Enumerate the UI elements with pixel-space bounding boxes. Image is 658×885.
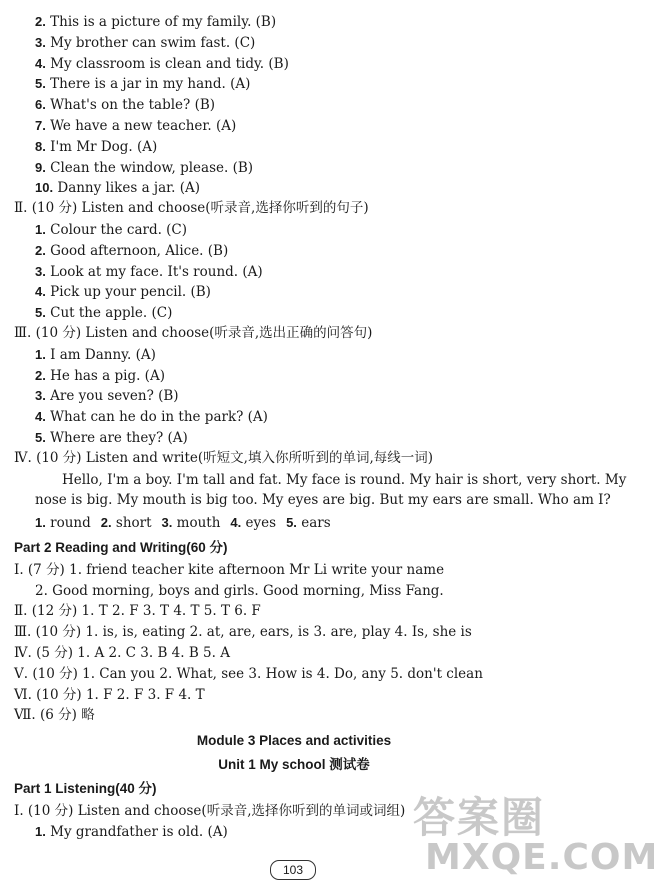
item-number: 2. <box>35 14 46 29</box>
item-text: ears <box>296 515 331 532</box>
item-text: What can he do in the park? (A) <box>45 409 268 426</box>
item-number: 1. <box>35 346 46 362</box>
page-number: 103 <box>270 860 316 880</box>
answer-item <box>35 242 228 260</box>
item-number: 1. <box>35 824 46 840</box>
item-text: round <box>45 515 91 532</box>
item-number: 10. <box>35 180 54 196</box>
item-text: Where are they? (A) <box>45 430 188 446</box>
answer-item <box>35 283 211 301</box>
item-number: 4. <box>230 515 242 531</box>
answer-item <box>35 34 255 52</box>
answer-row: Ⅳ. (5 分) 1. A 2. C 3. B 4. B 5. A <box>14 645 230 661</box>
item-text: What's on the table? (B) <box>45 97 216 114</box>
item-text: Danny likes a jar. (A) <box>53 180 200 197</box>
item-number: 5. <box>35 430 46 445</box>
item-text: Colour the card. (C) <box>45 222 188 238</box>
item-text: Good afternoon, Alice. (B) <box>45 242 229 259</box>
item-text: Pick up your pencil. (B) <box>45 284 211 301</box>
answer-row: Ⅰ. (7 分) 1. friend teacher kite afternoon Mr Li write your name <box>14 561 445 578</box>
item-text: My classroom is clean and tidy. (B) <box>45 55 289 72</box>
item-number: 7. <box>35 118 46 133</box>
answer-row: Ⅴ. (10 分) 1. Can you 2. What, see 3. How is 4. Do, any 5. don't clean <box>14 665 483 682</box>
watermark-chinese: 答案圈 <box>413 793 546 842</box>
item-text: He has a pig. (A) <box>45 367 165 384</box>
item-text: eyes <box>241 515 277 532</box>
item-number: 8. <box>35 138 46 154</box>
answer-item <box>35 408 268 426</box>
section-header: Ⅳ. (10 分) Listen and write(听短文,填入你所听到的单词,每线一词) <box>14 449 434 466</box>
item-text: short <box>111 515 152 532</box>
answer-row: Ⅱ. (12 分) 1. T 2. F 3. T 4. T 5. T 6. F <box>14 603 261 620</box>
item-number: 1. <box>35 515 46 531</box>
item-text: I am Danny. (A) <box>45 346 156 363</box>
item-number: 3. <box>35 388 46 404</box>
section-header: Ⅲ. (10 分) Listen and choose(听录音,选出正确的问答句) <box>14 325 373 341</box>
answer-item <box>35 138 157 156</box>
item-number: 4. <box>35 55 46 71</box>
item-number: 6. <box>35 97 46 113</box>
answer-item <box>35 221 187 239</box>
item-number: 5. <box>35 76 46 92</box>
item-text: My brother can swim fast. (C) <box>45 34 256 51</box>
item-text: Cut the apple. (C) <box>45 305 173 322</box>
answer-row <box>35 514 331 532</box>
unit-title: Unit 1 My school 测试卷 <box>218 757 370 772</box>
section-header: Ⅰ. (10 分) Listen and choose(听录音,选择你听到的单词或词组) <box>14 802 406 819</box>
item-number: 3. <box>35 34 46 50</box>
item-number: 3. <box>35 263 46 279</box>
answer-item <box>35 367 165 385</box>
item-text: This is a picture of my family. (B) <box>45 14 277 30</box>
answer-item <box>35 13 276 31</box>
answer-row: Ⅵ. (10 分) 1. F 2. F 3. F 4. T <box>14 686 205 703</box>
item-number: 3. <box>161 515 173 531</box>
answer-row: Ⅲ. (10 分) 1. is, is, eating 2. at, are, ears, is 3. are, play 4. Is, she is <box>14 624 472 641</box>
item-text: mouth <box>172 515 221 532</box>
item-number: 5. <box>35 305 46 321</box>
module-title: Module 3 Places and activities <box>196 733 392 749</box>
answer-item <box>35 96 215 114</box>
answer-item <box>35 387 179 405</box>
item-text: Look at my face. It's round. (A) <box>45 263 263 280</box>
part-title: Part 2 Reading and Writing(60 分) <box>14 540 228 555</box>
item-number: 5. <box>286 515 297 531</box>
answer-item <box>35 304 172 322</box>
item-number: 9. <box>35 159 46 175</box>
item-number: 4. <box>35 284 46 300</box>
answer-item <box>35 117 236 135</box>
item-text: My grandfather is old. (A) <box>45 824 228 841</box>
passage-line: Hello, I'm a boy. I'm tall and fat. My face is round. My hair is short, very short. My <box>62 471 627 488</box>
watermark-logo <box>405 785 658 885</box>
answer-item <box>35 159 253 177</box>
passage-line: nose is big. My mouth is big too. My eyes are big. But my ears are small. Who am I? <box>35 492 611 509</box>
item-text: There is a jar in my hand. (A) <box>45 76 251 93</box>
answer-item <box>35 75 250 93</box>
answer-item <box>35 263 263 281</box>
answer-item <box>35 346 156 364</box>
item-number: 4. <box>35 409 46 425</box>
item-number: 2. <box>35 242 46 258</box>
item-text: We have a new teacher. (A) <box>45 118 237 134</box>
answer-item <box>35 823 228 841</box>
part-title: Part 1 Listening(40 分) <box>14 780 157 796</box>
item-text: I'm Mr Dog. (A) <box>45 138 158 155</box>
answer-row: 2. Good morning, boys and girls. Good morning, Miss Fang. <box>35 582 444 599</box>
answer-row: Ⅶ. (6 分) 略 <box>14 707 95 724</box>
item-number: 2. <box>100 515 112 531</box>
item-text: Clean the window, please. (B) <box>45 159 254 176</box>
watermark-domain: MXQE.COM <box>425 837 658 878</box>
item-text: Are you seven? (B) <box>45 388 179 405</box>
item-number: 2. <box>35 367 46 383</box>
answer-item <box>35 179 200 197</box>
section-header: Ⅱ. (10 分) Listen and choose(听录音,选择你听到的句子) <box>14 200 369 217</box>
answer-item <box>35 429 188 447</box>
item-number: 1. <box>35 222 46 237</box>
answer-item <box>35 55 289 73</box>
